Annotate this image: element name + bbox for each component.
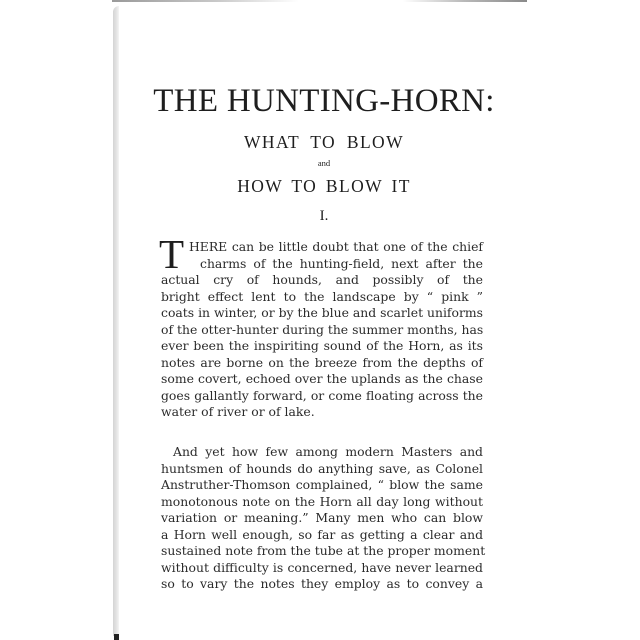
text-line: without difficulty is concerned, have never learned: [161, 559, 483, 575]
chapter-title: THE HUNTING-HORN:: [153, 83, 495, 119]
paragraph-2: [161, 444, 486, 593]
chapter-subtitle-conjunction: and: [317, 158, 331, 168]
text-line: monotonous note on the Horn all day long without: [161, 493, 483, 509]
text-line: Anstruther-Thomson complained, “ blow the same: [161, 477, 483, 492]
text-line: some covert, echoed over the uplands as the chase: [161, 371, 483, 386]
text-line: And yet how few among modern Masters and: [173, 444, 483, 459]
chapter-subtitle-how: HOW TO BLOW IT: [237, 176, 411, 196]
text-line: a Horn well enough, so far as getting a clear and: [161, 526, 483, 542]
text-line: coats in winter, or by the blue and scarlet uniforms: [161, 305, 483, 320]
text-line: notes are borne on the breeze from the depths of: [161, 354, 483, 370]
page-top-edge: [112, 0, 527, 2]
text-line: variation or meaning.” Many men who can blow: [161, 510, 483, 525]
text-line: sustained note from the tube at the proper moment: [161, 543, 486, 558]
section-number: I.: [319, 208, 329, 224]
text-line: goes gallantly forward, or come floating across the: [161, 387, 483, 403]
text-line: actual cry of hounds, and possibly of the: [161, 272, 483, 287]
text-line: HERE can be little doubt that one of the chief: [189, 239, 483, 254]
text-line: ever been the inspiriting sound of the Horn, as its: [161, 338, 483, 353]
text-line: water of river or of lake.: [161, 404, 315, 419]
text-line: of the otter-hunter during the summer months, has: [161, 321, 484, 337]
chapter-subtitle-what: WHAT TO BLOW: [244, 132, 404, 152]
page: [119, 4, 529, 640]
text-line: charms of the hunting-field, next after the: [200, 255, 483, 271]
drop-cap: T: [159, 231, 185, 277]
text-line: so to vary the notes they employ as to convey a: [161, 576, 483, 591]
text-line: bright effect lent to the landscape by “ pink ”: [161, 288, 483, 304]
paragraph-1: [159, 231, 484, 421]
text-line: huntsmen of hounds do anything save, as Colonel: [161, 460, 483, 476]
